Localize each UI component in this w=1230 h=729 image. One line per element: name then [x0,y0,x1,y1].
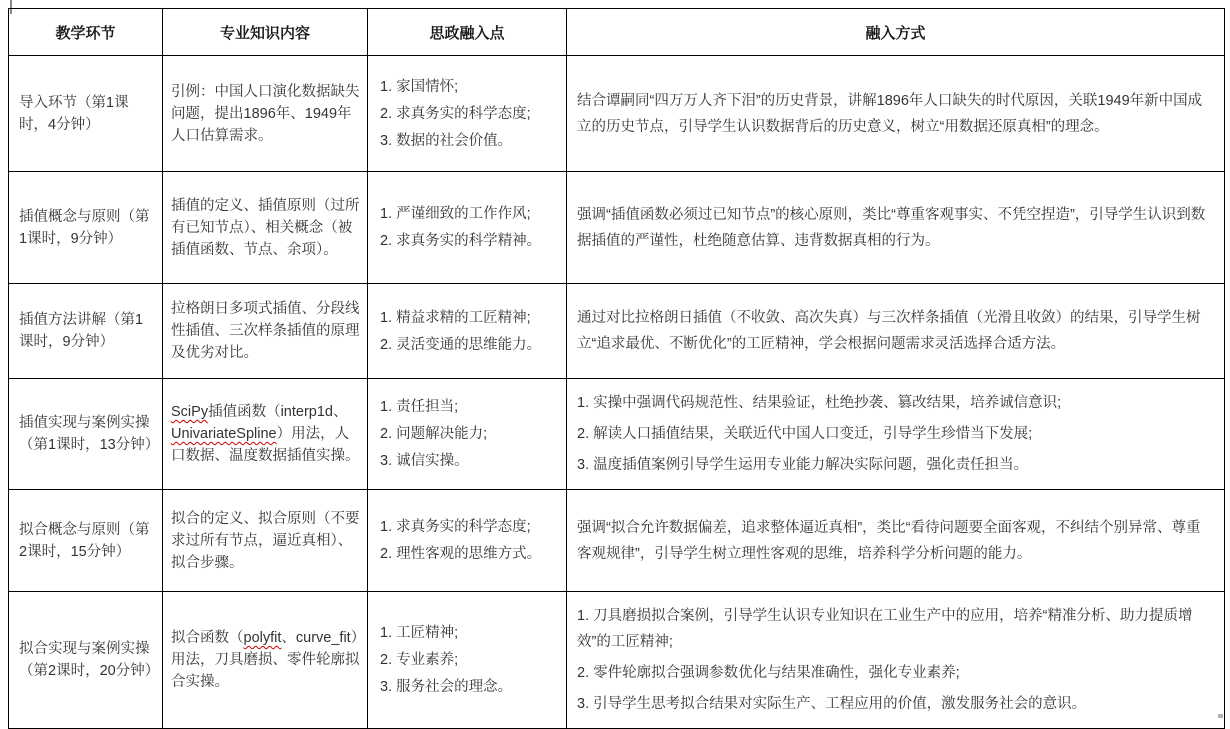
header-knowledge: 专业知识内容 [163,9,368,56]
table-row [9,592,1225,729]
spellcheck-term: polyfit [243,630,282,646]
method-item: 1. 刀具磨损拟合案例，引导学生认识专业知识在工业生产中的应用，培养“精准分析、助力提质增效”的工匠精神; [577,608,1193,650]
stage-cell [9,379,163,490]
knowledge-cell [163,490,368,592]
table-resize-handle [1218,714,1223,718]
method-item: 通过对比拉格朗日插值（不收敛、高次失真）与三次样条插值（光滑且收敛）的结果，引导学生树立“追求最优、不断优化”的工匠精神，学会根据问题需求灵活选择合适方法。 [577,310,1201,352]
method-item: 结合谭嗣同“四万万人齐下泪”的历史背景，讲解1896年人口缺失的时代原因，关联1949年新中国成立的历史节点，引导学生认识数据背后的历史意义，树立“用数据还原真相”的理念。 [577,92,1203,135]
methods-cell [567,284,1225,379]
spellcheck-term: SciPy [171,404,209,420]
stage-text: 拟合实现与案例实操（第2课时，20分钟） [19,641,160,679]
points-cell [368,172,567,284]
knowledge-segment: 拟合函数（ [171,630,244,646]
table-body [9,56,1225,729]
points-cell [368,379,567,490]
point-item: 2. 求真务实的科学精神。 [380,233,542,249]
knowledge-segment: 插值函数（interp1d、 [208,404,348,420]
method-item: 3. 温度插值案例引导学生运用专业能力解决实际问题，强化责任担当。 [577,457,1029,473]
knowledge-text [171,81,362,147]
points-cell [368,592,567,729]
table-header-row [9,9,1225,56]
spellcheck-term: UnivariateSpline [171,426,277,442]
point-item: 3. 诚信实操。 [380,453,469,469]
stage-text: 拟合概念与原则（第2课时，15分钟） [19,521,150,560]
point-item: 2. 理性客观的思维方式。 [380,546,542,562]
knowledge-text [171,195,362,261]
header-methods: 融入方式 [567,9,1225,56]
stage-cell [9,490,163,592]
point-item: 2. 求真务实的科学态度; [380,105,531,122]
knowledge-cell [163,56,368,172]
knowledge-cell [163,379,368,490]
method-item: 1. 实操中强调代码规范性、结果验证，杜绝抄袭、篡改结果，培养诚信意识; [577,395,1062,411]
stage-text: 导入环节（第1课时，4分钟） [19,94,129,133]
stage-cell [9,172,163,284]
methods-cell [567,172,1225,284]
header-stage: 教学环节 [9,9,163,56]
methods-cell [567,592,1225,729]
stage-cell [9,56,163,172]
point-item: 1. 家国情怀; [380,78,459,95]
knowledge-cell [163,592,368,729]
table-row [9,379,1225,490]
point-item: 2. 灵活变通的思维能力。 [380,336,542,353]
knowledge-text [171,401,362,467]
knowledge-text [171,298,362,364]
point-item: 1. 求真务实的科学态度; [380,519,531,535]
method-item: 3. 引导学生思考拟合结果对实际生产、工程应用的价值，激发服务社会的意识。 [577,696,1087,712]
lesson-plan-table [8,8,1225,729]
point-item: 1. 精益求精的工匠精神; [380,309,531,326]
point-item: 2. 专业素养; [380,652,459,668]
points-cell [368,490,567,592]
stage-text: 插值概念与原则（第1课时，9分钟） [19,208,150,247]
points-cell [368,56,567,172]
knowledge-segment: 拟合的定义、拟合原则（不要求过所有节点，逼近真相）、拟合步骤。 [171,510,360,571]
methods-cell [567,56,1225,172]
knowledge-segment: 、curve_fit）用法，刀具磨损、零件轮廓拟合实操。 [171,630,360,690]
points-cell [368,284,567,379]
point-item: 1. 工匠精神; [380,625,459,641]
knowledge-text [171,508,362,574]
knowledge-cell [163,284,368,379]
header-points: 思政融入点 [368,9,567,56]
table-row [9,490,1225,592]
point-item: 1. 严谨细致的工作作风; [380,206,531,222]
knowledge-segment: 引例：中国人口演化数据缺失问题，提出1896年、1949年人口估算需求。 [171,83,360,144]
stage-text: 插值实现与案例实操（第1课时，13分钟） [19,415,160,453]
point-item: 3. 服务社会的理念。 [380,679,513,695]
method-item: 2. 解读人口插值结果，关联近代中国人口变迁，引导学生珍惜当下发展; [577,426,1033,442]
knowledge-text [171,627,362,693]
knowledge-segment: ）用法，人口数据、温度数据插值实操。 [171,426,360,464]
point-item: 1. 责任担当; [380,399,459,415]
knowledge-cell [163,172,368,284]
knowledge-segment: 插值的定义、插值原则（过所有已知节点）、相关概念（被插值函数、节点、余项）。 [171,197,360,258]
method-item: 强调“插值函数必须过已知节点”的核心原则，类比“尊重客观事实、不凭空捏造”，引导学生认识到数据插值的严谨性，杜绝随意估算、违背数据真相的行为。 [577,206,1206,249]
methods-cell [567,379,1225,490]
table-row [9,172,1225,284]
table-row [9,56,1225,172]
point-item: 3. 数据的社会价值。 [380,132,513,149]
stage-cell [9,592,163,729]
methods-cell [567,490,1225,592]
knowledge-segment: 拉格朗日多项式插值、分段线性插值、三次样条插值的原理及优劣对比。 [171,301,360,361]
method-item: 2. 零件轮廓拟合强调参数优化与结果准确性，强化专业素养; [577,665,960,681]
method-item: 强调“拟合允许数据偏差，追求整体逼近真相”，类比“看待问题要全面客观，不纠结个别异常、尊重客观规律”，引导学生树立理性客观的思维，培养科学分析问题的能力。 [577,519,1201,562]
stage-cell [9,284,163,379]
stage-text: 插值方法讲解（第1课时，9分钟） [19,312,144,350]
table-row [9,284,1225,379]
point-item: 2. 问题解决能力; [380,426,488,442]
